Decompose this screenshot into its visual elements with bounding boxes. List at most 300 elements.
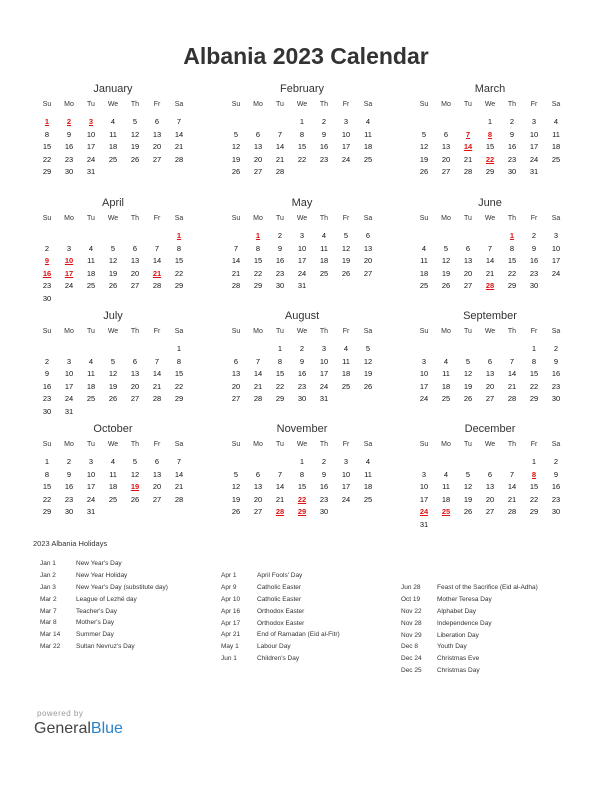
day-cell[interactable]: 12 [441, 256, 451, 266]
day-cell[interactable]: 20 [152, 142, 162, 152]
day-cell[interactable]: 21 [507, 494, 517, 504]
day-cell[interactable]: 30 [529, 281, 539, 291]
day-cell[interactable]: 7 [154, 243, 160, 253]
day-cell[interactable]: 19 [341, 256, 351, 266]
day-cell[interactable]: 22 [174, 268, 184, 278]
day-cell[interactable]: 12 [463, 482, 473, 492]
day-cell[interactable]: 22 [174, 381, 184, 391]
day-cell[interactable]: 21 [507, 381, 517, 391]
day-cell[interactable]: 27 [130, 394, 140, 404]
day-cell[interactable]: 8 [277, 356, 283, 366]
day-cell[interactable]: 22 [297, 154, 307, 164]
holiday-day-cell[interactable]: 2 [66, 117, 72, 126]
day-cell[interactable]: 8 [255, 243, 261, 253]
day-cell[interactable]: 4 [365, 457, 371, 466]
day-cell[interactable]: 23 [319, 494, 329, 504]
day-cell[interactable]: 1 [531, 344, 537, 353]
day-cell[interactable]: 28 [174, 494, 184, 504]
day-cell[interactable]: 20 [152, 482, 162, 492]
day-cell[interactable]: 18 [86, 381, 96, 391]
day-cell[interactable]: 16 [529, 256, 539, 266]
day-cell[interactable]: 31 [319, 394, 329, 404]
day-cell[interactable]: 29 [42, 167, 52, 177]
day-cell[interactable]: 1 [44, 457, 50, 466]
day-cell[interactable]: 11 [87, 256, 95, 266]
day-cell[interactable]: 25 [108, 494, 118, 504]
day-cell[interactable]: 6 [233, 356, 239, 366]
day-cell[interactable]: 9 [277, 243, 283, 253]
day-cell[interactable]: 26 [130, 494, 140, 504]
day-cell[interactable]: 26 [419, 167, 429, 177]
day-cell[interactable]: 12 [108, 256, 118, 266]
holiday-day-cell[interactable]: 3 [88, 117, 94, 126]
day-cell[interactable]: 14 [174, 469, 184, 479]
day-cell[interactable]: 6 [154, 117, 160, 126]
day-cell[interactable]: 21 [174, 482, 184, 492]
day-cell[interactable]: 7 [509, 469, 515, 479]
day-cell[interactable]: 19 [108, 268, 118, 278]
day-cell[interactable]: 8 [44, 129, 50, 139]
day-cell[interactable]: 5 [443, 243, 449, 253]
day-cell[interactable]: 20 [485, 381, 495, 391]
day-cell[interactable]: 8 [176, 356, 182, 366]
day-cell[interactable]: 11 [364, 129, 372, 139]
day-cell[interactable]: 7 [154, 356, 160, 366]
day-cell[interactable]: 13 [152, 469, 162, 479]
day-cell[interactable]: 22 [253, 268, 263, 278]
day-cell[interactable]: 15 [529, 482, 539, 492]
day-cell[interactable]: 16 [64, 482, 74, 492]
day-cell[interactable]: 17 [86, 482, 96, 492]
day-cell[interactable]: 25 [108, 154, 118, 164]
day-cell[interactable]: 26 [231, 507, 241, 517]
day-cell[interactable]: 4 [88, 243, 94, 253]
day-cell[interactable]: 4 [365, 117, 371, 126]
day-cell[interactable]: 31 [297, 281, 307, 291]
day-cell[interactable]: 13 [253, 482, 263, 492]
day-cell[interactable]: 26 [463, 394, 473, 404]
day-cell[interactable]: 3 [88, 457, 94, 466]
day-cell[interactable]: 28 [152, 394, 162, 404]
day-cell[interactable]: 27 [253, 167, 263, 177]
day-cell[interactable]: 25 [341, 381, 351, 391]
day-cell[interactable]: 16 [64, 142, 74, 152]
day-cell[interactable]: 30 [42, 406, 52, 416]
day-cell[interactable]: 2 [44, 356, 50, 366]
day-cell[interactable]: 16 [507, 142, 517, 152]
day-cell[interactable]: 12 [363, 356, 373, 366]
day-cell[interactable]: 19 [441, 268, 451, 278]
day-cell[interactable]: 28 [507, 507, 517, 517]
day-cell[interactable]: 18 [108, 142, 118, 152]
day-cell[interactable]: 13 [485, 482, 495, 492]
day-cell[interactable]: 9 [44, 369, 50, 379]
day-cell[interactable]: 5 [233, 129, 239, 139]
day-cell[interactable]: 13 [130, 256, 140, 266]
day-cell[interactable]: 22 [42, 154, 52, 164]
day-cell[interactable]: 24 [551, 268, 561, 278]
day-cell[interactable]: 30 [275, 281, 285, 291]
day-cell[interactable]: 31 [419, 519, 429, 529]
day-cell[interactable]: 14 [152, 369, 162, 379]
day-cell[interactable]: 14 [174, 129, 184, 139]
day-cell[interactable]: 14 [275, 482, 285, 492]
day-cell[interactable]: 5 [132, 117, 138, 126]
day-cell[interactable]: 27 [130, 281, 140, 291]
holiday-day-cell[interactable]: 1 [255, 231, 261, 240]
day-cell[interactable]: 15 [253, 256, 263, 266]
day-cell[interactable]: 28 [231, 281, 241, 291]
day-cell[interactable]: 26 [130, 154, 140, 164]
day-cell[interactable]: 11 [109, 469, 117, 479]
day-cell[interactable]: 26 [441, 281, 451, 291]
day-cell[interactable]: 29 [485, 167, 495, 177]
day-cell[interactable]: 30 [551, 394, 561, 404]
day-cell[interactable]: 4 [421, 243, 427, 253]
brand-logo[interactable] [34, 720, 123, 738]
day-cell[interactable]: 23 [42, 281, 52, 291]
day-cell[interactable]: 2 [321, 457, 327, 466]
day-cell[interactable]: 30 [507, 167, 517, 177]
day-cell[interactable]: 24 [341, 494, 351, 504]
day-cell[interactable]: 19 [363, 369, 373, 379]
day-cell[interactable]: 21 [485, 268, 495, 278]
day-cell[interactable]: 9 [321, 469, 327, 479]
day-cell[interactable]: 8 [509, 243, 515, 253]
day-cell[interactable]: 7 [176, 117, 182, 126]
day-cell[interactable]: 5 [110, 356, 116, 366]
day-cell[interactable]: 15 [529, 369, 539, 379]
day-cell[interactable]: 11 [442, 482, 450, 492]
day-cell[interactable]: 23 [551, 381, 561, 391]
day-cell[interactable]: 20 [485, 494, 495, 504]
day-cell[interactable]: 23 [319, 154, 329, 164]
day-cell[interactable]: 14 [275, 142, 285, 152]
day-cell[interactable]: 3 [343, 457, 349, 466]
day-cell[interactable]: 3 [66, 243, 72, 253]
day-cell[interactable]: 11 [109, 129, 117, 139]
day-cell[interactable]: 7 [277, 469, 283, 479]
day-cell[interactable]: 20 [253, 494, 263, 504]
day-cell[interactable]: 13 [253, 142, 263, 152]
day-cell[interactable]: 22 [529, 494, 539, 504]
day-cell[interactable]: 13 [441, 142, 451, 152]
day-cell[interactable]: 14 [231, 256, 241, 266]
day-cell[interactable]: 10 [341, 129, 351, 139]
holiday-day-cell[interactable]: 7 [465, 129, 471, 139]
day-cell[interactable]: 1 [176, 344, 182, 353]
day-cell[interactable]: 10 [297, 243, 307, 253]
day-cell[interactable]: 22 [42, 494, 52, 504]
day-cell[interactable]: 4 [88, 356, 94, 366]
day-cell[interactable]: 25 [363, 154, 373, 164]
day-cell[interactable]: 10 [341, 469, 351, 479]
day-cell[interactable]: 21 [231, 268, 241, 278]
holiday-day-cell[interactable]: 8 [531, 469, 537, 479]
day-cell[interactable]: 15 [507, 256, 517, 266]
day-cell[interactable]: 15 [174, 369, 184, 379]
day-cell[interactable]: 8 [299, 129, 305, 139]
holiday-day-cell[interactable]: 29 [297, 507, 307, 517]
day-cell[interactable]: 17 [297, 256, 307, 266]
day-cell[interactable]: 18 [363, 482, 373, 492]
day-cell[interactable]: 15 [297, 142, 307, 152]
day-cell[interactable]: 9 [321, 129, 327, 139]
day-cell[interactable]: 20 [363, 256, 373, 266]
day-cell[interactable]: 1 [299, 117, 305, 126]
holiday-day-cell[interactable]: 1 [44, 117, 50, 126]
day-cell[interactable]: 12 [419, 142, 429, 152]
day-cell[interactable]: 26 [363, 381, 373, 391]
day-cell[interactable]: 18 [441, 494, 451, 504]
day-cell[interactable]: 13 [463, 256, 473, 266]
day-cell[interactable]: 10 [319, 356, 329, 366]
holiday-day-cell[interactable]: 25 [441, 507, 451, 517]
day-cell[interactable]: 23 [507, 154, 517, 164]
day-cell[interactable]: 21 [275, 494, 285, 504]
day-cell[interactable]: 10 [86, 469, 96, 479]
day-cell[interactable]: 20 [130, 268, 140, 278]
day-cell[interactable]: 5 [110, 243, 116, 253]
day-cell[interactable]: 17 [419, 494, 429, 504]
day-cell[interactable]: 6 [443, 129, 449, 139]
holiday-day-cell[interactable]: 16 [42, 268, 52, 278]
day-cell[interactable]: 3 [421, 469, 427, 479]
holiday-day-cell[interactable]: 28 [275, 507, 285, 517]
day-cell[interactable]: 2 [321, 117, 327, 126]
day-cell[interactable]: 27 [152, 154, 162, 164]
day-cell[interactable]: 14 [152, 256, 162, 266]
day-cell[interactable]: 13 [130, 369, 140, 379]
day-cell[interactable]: 15 [42, 482, 52, 492]
day-cell[interactable]: 28 [253, 394, 263, 404]
day-cell[interactable]: 9 [531, 243, 537, 253]
day-cell[interactable]: 11 [552, 129, 560, 139]
day-cell[interactable]: 23 [64, 154, 74, 164]
day-cell[interactable]: 11 [442, 369, 450, 379]
day-cell[interactable]: 16 [319, 482, 329, 492]
day-cell[interactable]: 5 [233, 469, 239, 479]
day-cell[interactable]: 1 [531, 457, 537, 466]
day-cell[interactable]: 27 [152, 494, 162, 504]
day-cell[interactable]: 28 [463, 167, 473, 177]
day-cell[interactable]: 15 [297, 482, 307, 492]
day-cell[interactable]: 25 [319, 268, 329, 278]
day-cell[interactable]: 14 [485, 256, 495, 266]
day-cell[interactable]: 28 [275, 167, 285, 177]
day-cell[interactable]: 8 [531, 356, 537, 366]
day-cell[interactable]: 13 [363, 243, 373, 253]
day-cell[interactable]: 23 [42, 394, 52, 404]
day-cell[interactable]: 24 [419, 394, 429, 404]
day-cell[interactable]: 30 [551, 507, 561, 517]
day-cell[interactable]: 14 [507, 369, 517, 379]
day-cell[interactable]: 4 [321, 231, 327, 240]
day-cell[interactable]: 12 [463, 369, 473, 379]
day-cell[interactable]: 10 [86, 129, 96, 139]
day-cell[interactable]: 21 [174, 142, 184, 152]
day-cell[interactable]: 16 [275, 256, 285, 266]
day-cell[interactable]: 27 [463, 281, 473, 291]
day-cell[interactable]: 24 [319, 381, 329, 391]
day-cell[interactable]: 5 [465, 469, 471, 479]
day-cell[interactable]: 29 [174, 394, 184, 404]
day-cell[interactable]: 3 [553, 231, 559, 240]
day-cell[interactable]: 27 [485, 507, 495, 517]
day-cell[interactable]: 12 [341, 243, 351, 253]
day-cell[interactable]: 11 [364, 469, 372, 479]
day-cell[interactable]: 8 [176, 243, 182, 253]
holiday-day-cell[interactable]: 1 [509, 231, 515, 240]
day-cell[interactable]: 18 [341, 369, 351, 379]
day-cell[interactable]: 4 [443, 356, 449, 366]
day-cell[interactable]: 22 [529, 381, 539, 391]
holiday-day-cell[interactable]: 19 [130, 482, 140, 492]
day-cell[interactable]: 19 [130, 142, 140, 152]
day-cell[interactable]: 18 [86, 268, 96, 278]
day-cell[interactable]: 23 [297, 381, 307, 391]
day-cell[interactable]: 15 [174, 256, 184, 266]
day-cell[interactable]: 11 [342, 356, 350, 366]
day-cell[interactable]: 17 [341, 142, 351, 152]
day-cell[interactable]: 19 [463, 381, 473, 391]
day-cell[interactable]: 26 [108, 281, 118, 291]
day-cell[interactable]: 19 [231, 154, 241, 164]
day-cell[interactable]: 31 [64, 406, 74, 416]
day-cell[interactable]: 2 [277, 231, 283, 240]
day-cell[interactable]: 18 [551, 142, 561, 152]
day-cell[interactable]: 10 [551, 243, 561, 253]
day-cell[interactable]: 18 [419, 268, 429, 278]
day-cell[interactable]: 24 [297, 268, 307, 278]
day-cell[interactable]: 27 [363, 268, 373, 278]
day-cell[interactable]: 18 [363, 142, 373, 152]
day-cell[interactable]: 4 [443, 469, 449, 479]
day-cell[interactable]: 24 [64, 394, 74, 404]
day-cell[interactable]: 1 [299, 457, 305, 466]
holiday-day-cell[interactable]: 8 [487, 129, 493, 139]
day-cell[interactable]: 21 [253, 381, 263, 391]
day-cell[interactable]: 6 [255, 129, 261, 139]
day-cell[interactable]: 17 [551, 256, 561, 266]
day-cell[interactable]: 13 [152, 129, 162, 139]
day-cell[interactable]: 26 [231, 167, 241, 177]
day-cell[interactable]: 10 [64, 369, 74, 379]
day-cell[interactable]: 7 [277, 129, 283, 139]
day-cell[interactable]: 30 [42, 293, 52, 303]
day-cell[interactable]: 3 [66, 356, 72, 366]
day-cell[interactable]: 24 [86, 494, 96, 504]
day-cell[interactable]: 2 [44, 243, 50, 253]
day-cell[interactable]: 18 [319, 256, 329, 266]
day-cell[interactable]: 26 [108, 394, 118, 404]
day-cell[interactable]: 13 [231, 369, 241, 379]
day-cell[interactable]: 30 [64, 167, 74, 177]
day-cell[interactable]: 23 [551, 494, 561, 504]
day-cell[interactable]: 31 [86, 507, 96, 517]
day-cell[interactable]: 2 [509, 117, 515, 126]
day-cell[interactable]: 3 [321, 344, 327, 353]
day-cell[interactable]: 4 [110, 457, 116, 466]
day-cell[interactable]: 12 [108, 369, 118, 379]
day-cell[interactable]: 16 [42, 381, 52, 391]
day-cell[interactable]: 17 [64, 381, 74, 391]
day-cell[interactable]: 23 [275, 268, 285, 278]
day-cell[interactable]: 21 [463, 154, 473, 164]
day-cell[interactable]: 9 [553, 469, 559, 479]
day-cell[interactable]: 12 [130, 469, 140, 479]
day-cell[interactable]: 29 [42, 507, 52, 517]
day-cell[interactable]: 11 [87, 369, 95, 379]
holiday-day-cell[interactable]: 14 [463, 142, 473, 152]
day-cell[interactable]: 14 [507, 482, 517, 492]
day-cell[interactable]: 2 [553, 457, 559, 466]
day-cell[interactable]: 6 [132, 243, 138, 253]
day-cell[interactable]: 27 [485, 394, 495, 404]
day-cell[interactable]: 17 [341, 482, 351, 492]
day-cell[interactable]: 20 [253, 154, 263, 164]
holiday-day-cell[interactable]: 17 [64, 268, 74, 278]
day-cell[interactable]: 19 [419, 154, 429, 164]
day-cell[interactable]: 29 [507, 281, 517, 291]
day-cell[interactable]: 16 [551, 369, 561, 379]
day-cell[interactable]: 28 [174, 154, 184, 164]
day-cell[interactable]: 31 [86, 167, 96, 177]
day-cell[interactable]: 3 [299, 231, 305, 240]
day-cell[interactable]: 21 [275, 154, 285, 164]
holiday-day-cell[interactable]: 1 [176, 231, 182, 240]
day-cell[interactable]: 25 [419, 281, 429, 291]
day-cell[interactable]: 9 [509, 129, 515, 139]
day-cell[interactable]: 25 [86, 281, 96, 291]
day-cell[interactable]: 18 [441, 381, 451, 391]
day-cell[interactable]: 3 [421, 356, 427, 366]
day-cell[interactable]: 11 [420, 256, 428, 266]
day-cell[interactable]: 27 [441, 167, 451, 177]
day-cell[interactable]: 31 [529, 167, 539, 177]
day-cell[interactable]: 6 [132, 356, 138, 366]
day-cell[interactable]: 29 [529, 394, 539, 404]
day-cell[interactable]: 29 [275, 394, 285, 404]
day-cell[interactable]: 24 [341, 154, 351, 164]
day-cell[interactable]: 15 [275, 369, 285, 379]
day-cell[interactable]: 5 [132, 457, 138, 466]
day-cell[interactable]: 22 [507, 268, 517, 278]
day-cell[interactable]: 3 [343, 117, 349, 126]
day-cell[interactable]: 2 [553, 344, 559, 353]
day-cell[interactable]: 3 [531, 117, 537, 126]
day-cell[interactable]: 19 [463, 494, 473, 504]
day-cell[interactable]: 10 [529, 129, 539, 139]
day-cell[interactable]: 2 [299, 344, 305, 353]
day-cell[interactable]: 25 [363, 494, 373, 504]
day-cell[interactable]: 26 [463, 507, 473, 517]
day-cell[interactable]: 5 [365, 344, 371, 353]
day-cell[interactable]: 7 [233, 243, 239, 253]
day-cell[interactable]: 24 [64, 281, 74, 291]
day-cell[interactable]: 19 [108, 381, 118, 391]
day-cell[interactable]: 6 [154, 457, 160, 466]
day-cell[interactable]: 14 [253, 369, 263, 379]
day-cell[interactable]: 5 [343, 231, 349, 240]
day-cell[interactable]: 15 [485, 142, 495, 152]
day-cell[interactable]: 8 [299, 469, 305, 479]
day-cell[interactable]: 28 [152, 281, 162, 291]
day-cell[interactable]: 6 [465, 243, 471, 253]
day-cell[interactable]: 11 [320, 243, 328, 253]
day-cell[interactable]: 22 [275, 381, 285, 391]
holiday-day-cell[interactable]: 21 [152, 268, 162, 278]
